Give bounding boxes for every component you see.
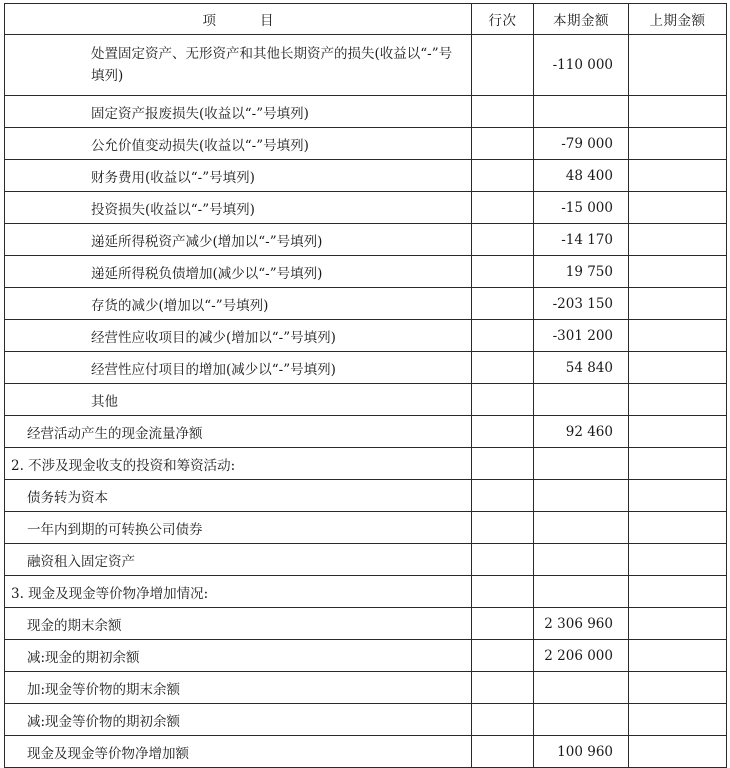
table-row bbox=[5, 352, 727, 384]
table-row bbox=[5, 96, 727, 128]
row-current: 92 460 bbox=[534, 416, 629, 448]
table-row bbox=[5, 416, 727, 448]
row-previous bbox=[629, 192, 727, 224]
header-row bbox=[5, 4, 727, 35]
row-current bbox=[534, 512, 629, 544]
row-current bbox=[534, 96, 629, 128]
row-current bbox=[534, 704, 629, 736]
row-previous bbox=[629, 576, 727, 608]
row-no bbox=[472, 608, 534, 640]
row-label: 现金的期末余额 bbox=[5, 608, 472, 640]
row-no bbox=[472, 384, 534, 416]
row-current bbox=[534, 544, 629, 576]
table-row bbox=[5, 448, 727, 480]
row-no bbox=[472, 416, 534, 448]
row-label: 2. 不涉及现金收支的投资和筹资活动: bbox=[5, 448, 472, 480]
row-no bbox=[472, 35, 534, 96]
row-previous bbox=[629, 288, 727, 320]
row-previous bbox=[629, 480, 727, 512]
row-no bbox=[472, 672, 534, 704]
row-current bbox=[534, 448, 629, 480]
table-row bbox=[5, 704, 727, 736]
row-no bbox=[472, 128, 534, 160]
row-label: 存货的减少(增加以“-”号填列) bbox=[5, 288, 472, 320]
row-current bbox=[534, 480, 629, 512]
row-previous bbox=[629, 96, 727, 128]
row-label: 投资损失(收益以“-”号填列) bbox=[5, 192, 472, 224]
row-no bbox=[472, 640, 534, 672]
row-label: 其他 bbox=[5, 384, 472, 416]
row-label: 加:现金等价物的期末余额 bbox=[5, 672, 472, 704]
row-previous bbox=[629, 352, 727, 384]
table-row bbox=[5, 544, 727, 576]
row-current: 19 750 bbox=[534, 256, 629, 288]
header-current-amount: 本期金额 bbox=[534, 4, 629, 35]
table-row bbox=[5, 288, 727, 320]
row-label: 固定资产报废损失(收益以“-”号填列) bbox=[5, 96, 472, 128]
row-no bbox=[472, 448, 534, 480]
row-current bbox=[534, 576, 629, 608]
row-label: 递延所得税负债增加(减少以“-”号填列) bbox=[5, 256, 472, 288]
table-row bbox=[5, 192, 727, 224]
table-row bbox=[5, 224, 727, 256]
row-previous bbox=[629, 608, 727, 640]
row-previous bbox=[629, 416, 727, 448]
row-no bbox=[472, 192, 534, 224]
table-row bbox=[5, 160, 727, 192]
row-previous bbox=[629, 640, 727, 672]
table-row bbox=[5, 736, 727, 768]
row-label: 债务转为资本 bbox=[5, 480, 472, 512]
table-row bbox=[5, 512, 727, 544]
row-previous bbox=[629, 128, 727, 160]
row-label: 减:现金等价物的期初余额 bbox=[5, 704, 472, 736]
table-row bbox=[5, 256, 727, 288]
header-row-no: 行次 bbox=[472, 4, 534, 35]
row-no bbox=[472, 160, 534, 192]
row-previous bbox=[629, 256, 727, 288]
row-current bbox=[534, 384, 629, 416]
row-previous bbox=[629, 544, 727, 576]
row-previous bbox=[629, 384, 727, 416]
row-previous bbox=[629, 736, 727, 768]
table-row bbox=[5, 608, 727, 640]
header-item: 项 目 bbox=[5, 4, 472, 35]
row-no bbox=[472, 736, 534, 768]
row-current: 48 400 bbox=[534, 160, 629, 192]
row-label: 融资租入固定资产 bbox=[5, 544, 472, 576]
row-current: 2 306 960 bbox=[534, 608, 629, 640]
row-no bbox=[472, 480, 534, 512]
row-current: 2 206 000 bbox=[534, 640, 629, 672]
row-no bbox=[472, 224, 534, 256]
row-current bbox=[534, 672, 629, 704]
row-previous bbox=[629, 672, 727, 704]
row-previous bbox=[629, 704, 727, 736]
row-previous bbox=[629, 35, 727, 96]
row-no bbox=[472, 320, 534, 352]
table-row bbox=[5, 35, 727, 96]
table-row bbox=[5, 480, 727, 512]
row-current: -15 000 bbox=[534, 192, 629, 224]
row-no bbox=[472, 256, 534, 288]
row-current: -203 150 bbox=[534, 288, 629, 320]
row-label: 3. 现金及现金等价物净增加情况: bbox=[5, 576, 472, 608]
cash-flow-supplement-table bbox=[4, 3, 727, 768]
row-previous bbox=[629, 448, 727, 480]
row-no bbox=[472, 704, 534, 736]
row-previous bbox=[629, 160, 727, 192]
header-previous-amount: 上期金额 bbox=[629, 4, 727, 35]
table-row bbox=[5, 320, 727, 352]
table-row bbox=[5, 128, 727, 160]
row-no bbox=[472, 576, 534, 608]
row-label: 财务费用(收益以“-”号填列) bbox=[5, 160, 472, 192]
row-label: 公允价值变动损失(收益以“-”号填列) bbox=[5, 128, 472, 160]
row-label: 处置固定资产、无形资产和其他长期资产的损失(收益以“-”号填列) bbox=[5, 35, 472, 96]
row-current: -301 200 bbox=[534, 320, 629, 352]
row-label: 一年内到期的可转换公司债券 bbox=[5, 512, 472, 544]
row-previous bbox=[629, 320, 727, 352]
row-previous bbox=[629, 224, 727, 256]
row-no bbox=[472, 96, 534, 128]
table-row bbox=[5, 384, 727, 416]
row-previous bbox=[629, 512, 727, 544]
row-current: -110 000 bbox=[534, 35, 629, 96]
row-label: 递延所得税资产减少(增加以“-”号填列) bbox=[5, 224, 472, 256]
row-current: -79 000 bbox=[534, 128, 629, 160]
row-current: -14 170 bbox=[534, 224, 629, 256]
row-no bbox=[472, 544, 534, 576]
row-label: 减:现金的期初余额 bbox=[5, 640, 472, 672]
row-current: 54 840 bbox=[534, 352, 629, 384]
row-no bbox=[472, 512, 534, 544]
row-label: 现金及现金等价物净增加额 bbox=[5, 736, 472, 768]
row-no bbox=[472, 288, 534, 320]
row-current: 100 960 bbox=[534, 736, 629, 768]
table-row bbox=[5, 672, 727, 704]
row-no bbox=[472, 352, 534, 384]
row-label: 经营性应付项目的增加(减少以“-”号填列) bbox=[5, 352, 472, 384]
row-label: 经营性应收项目的减少(增加以“-”号填列) bbox=[5, 320, 472, 352]
table-row bbox=[5, 640, 727, 672]
table-row bbox=[5, 576, 727, 608]
row-label: 经营活动产生的现金流量净额 bbox=[5, 416, 472, 448]
